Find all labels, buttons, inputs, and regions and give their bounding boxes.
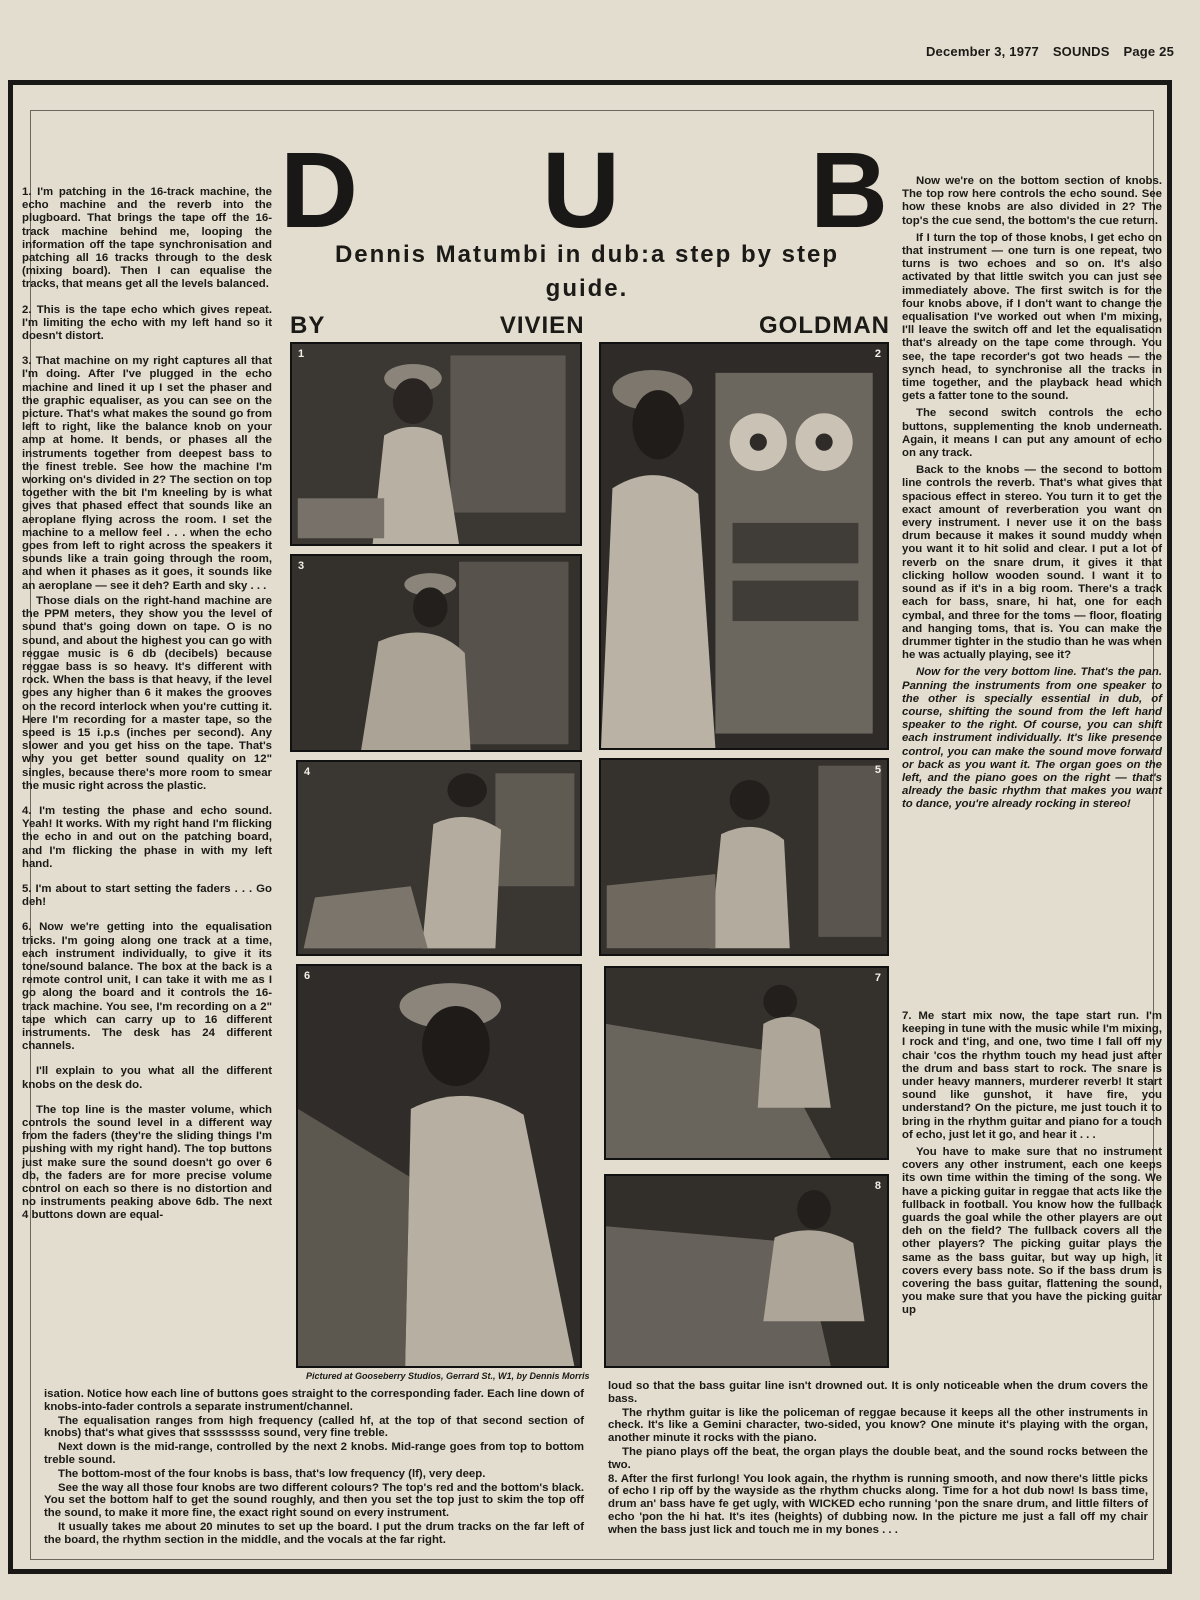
- headline-letter-b: B: [810, 129, 888, 250]
- photo-3: [290, 554, 582, 752]
- paragraph: The top line is the master volume, which controls the sound level in a different way from the faders (they're the sliding things I'm pushing with my right hand). The top buttons just make sure the sound doesn't go over 6 db, the faders are for more precise volume control on each so there is no distortion and no instruments peaking above 6db. The next 4 buttons down are equal-: [22, 1103, 272, 1222]
- page-number: Page 25: [1123, 44, 1174, 59]
- photo-number: 3: [298, 560, 305, 572]
- photo-7: [604, 966, 889, 1160]
- photo-number: 1: [298, 348, 305, 360]
- photo-6: [296, 964, 582, 1368]
- paragraph: Now we're on the bottom section of knobs. The top row here controls the echo sound. See how these knobs are also divided in 2? The top's the cue send, the bottom's the cue return.: [902, 175, 1162, 227]
- paragraph: The bottom-most of the four knobs is bass, that's low frequency (lf), very deep.: [58, 1467, 486, 1480]
- bottom-right-text: [608, 1380, 1148, 1538]
- photo-number: 5: [874, 764, 881, 776]
- issue-date: December 3, 1977: [925, 44, 1039, 59]
- paragraph: Those dials on the right-hand machine are the PPM meters, they show you the level of sound that's going down on tape. O is no sound, and about the highest you can go with reggae music is 6 db (decibels) because reggae bass is so heavy. It's different with rock. When the bass is that heavy, if the level goes any higher than 6 it makes the grooves on the record interlock when you're cutting it. Here I'm recording for a master tape, so the speed is 15 i.p.s (inches per second). Any slower and you get hiss on the tape. That's why you get better sound quality on 12" singles, because there's more room to smear the music right across the plastic.: [22, 594, 272, 792]
- byline-word: VIVIEN: [499, 312, 585, 339]
- paragraph: 4. I'm testing the phase and echo sound. Yeah! It works. With my right hand I'm flicking the echo in and out on the patching board, and I'm flicking the phase in with my left hand.: [22, 804, 272, 870]
- paragraph: loud so that the bass guitar line isn't drowned out. It is only noticeable when the drum covers the bass.: [608, 1380, 1148, 1405]
- photo-7-image: [606, 968, 887, 1158]
- byline-word: GOLDMAN: [759, 312, 890, 339]
- paragraph: It usually takes me about 20 minutes to set up the board. I put the drum tracks on the far left of the board, the rhythm section in the middle, and the vocals at the far right.: [44, 1520, 584, 1546]
- photo-number: 8: [874, 1180, 881, 1192]
- paragraph: Back to the knobs — the second to bottom line controls the reverb. That's what gives that spacious effect in stereo. You turn it to get the exact amount of reverberation you want on every instrument. I never use it on the bass drum because it makes it sound muddy when you want it to hit solid and clear. I put a lot of reverb on the snare drum, it gives it that clicking hollow wooden sound. I want it to sound as if it's in a big room. There's a track each for bass, snare, hi hat, one for each cymbal, and three for the toms — floor, floating and hanging toms, that is. You can make the drummer tighter in the studio than he was when he was actually playing, see it?: [902, 464, 1162, 662]
- paragraph: If I turn the top of those knobs, I get echo on that instrument — one turn is one repeat, two turns is two echoes and so on. It's also activated by that little switch you can just see immediately above. The first switch is for the four knobs above, if I don't want to change the equalisation I've worked out when I'm mixing, I'll leave the switch off and let the equalisation that's already on the tape come through. You see, the tape recorder's got two heads — the synch head, to synchronise all the tracks in time together, and the playback head which gets a fatter tone to the sound.: [902, 231, 1162, 403]
- paragraph: 6. Now we're getting into the equalisation tricks. I'm going along one track at a time, each instrument individually, to give it its tone/sound balance. The box at the back is a remote control unit, I can take it with me as I go along the board and it controls the 16-track machine. You see, I'm recording on a 2" tape which can carry up to 16 different instruments. The desk has 24 different channels.: [22, 921, 272, 1053]
- photo-2: [599, 342, 889, 750]
- paragraph: The rhythm guitar is like the policeman of reggae because it keeps all the other instruments in check. It's like a Gemini character, two-sided, you know? One minute it's playing with the organ, another minute it rocks with the piano.: [608, 1406, 1148, 1445]
- paragraph: The piano plays off the beat, the organ plays the double beat, and the sound rocks between the two.: [608, 1445, 1148, 1471]
- paragraph: I'll explain to you what all the different knobs on the desk do.: [22, 1065, 272, 1091]
- headline-letter-u: U: [542, 129, 620, 250]
- paragraph: 8. After the first furlong! You look again, the rhythm is running smooth, and now there's little picks of echo I rip off by the wayside as the rhythm chucks along. Time for a hot dub now! Is bass time, drum an' bass have fe get ugly, with WICKED echo running 'pon the snare drum, and little filters of echo 'pon the hi hat. It's ites (heights) of dubbing now. In the picture me just a fall off my chair when the bass just lick and touch me in my bones . . .: [608, 1472, 1148, 1536]
- paragraph: 3. That machine on my right captures all that I'm doing. After I've plugged in the echo machine and lined it up I set the phaser and the graphic equaliser, as you can see on the picture. That's what makes the sound go from left to right, like the balance knob on your amp at home. It bends, or phases all the instruments together from deepest bass to the finest treble. See how the machine I'm working on's divided in 2? The section on top together with the bit I'm kneeling by is what gives that phased effect that sounds like an aeroplane flying across the room. I set the machine to a mellow feel . . . when the echo goes from left to right across the speakers it sounds like a train going through the room, and when it phases as it goes, it sounds like an aeroplane — see it deh? Earth and sky . . .: [22, 355, 272, 592]
- photo-5: [599, 758, 889, 956]
- photo-1-image: [292, 344, 580, 544]
- paragraph: 2. This is the tape echo which gives repeat. I'm limiting the echo with my left hand so it doesn't distort.: [22, 303, 272, 343]
- photo-4-image: [298, 762, 580, 954]
- photo-caption: Pictured at Gooseberry Studios, Gerrard St., W1, by Dennis Morris: [306, 1371, 590, 1381]
- dateline: [916, 44, 1174, 59]
- photo-number: 6: [304, 970, 311, 982]
- paragraph: 1. I'm patching in the 16-track machine, the echo machine and the reverb into the plugboard. That brings the tape off the 16-track machine behind me, looping the information off the tape synchronisation and patching all 16 tracks through to the desk (mixing board). Then I can equalise the tracks, that means get all the levels balanced.: [22, 186, 272, 291]
- bottom-left-text: [44, 1388, 584, 1548]
- photo-number: 2: [874, 348, 881, 360]
- paragraph: 7. Me start mix now, the tape start run. I'm keeping in tune with the music while I'm mixing, I rock and t'ing, and one, two time I fall off my chair 'cos the rhythm touch my head just after the drum and bass start to rock. The snare is under heavy manners, murderer reverb! It start sound like gunshot, it have fire, you understand? On the picture, me just touch it to bring in the rhythm guitar and piano for a touch of echo, just let it go, and hear it . . .: [902, 1010, 1162, 1141]
- headline: [280, 129, 900, 250]
- photo-3-image: [292, 556, 580, 750]
- photo-8: [604, 1174, 889, 1368]
- paragraph: See the way all those four knobs are two different colours? The top's red and the bottom's black. You set the bottom half to get the sound roughly, and then you set the top just to skim the top off the sound, to make it more fine, the exact right sound on every instrument.: [44, 1481, 584, 1520]
- paragraph: Now for the very bottom line. That's the pan. Panning the instruments from one speaker to the other is specially essential in dub, of course, shifting the sound from the left hand speaker to the right. Of course, you can shift each instrument individually. It's like presence control, you can make the sound move forward or back as you want it. The organ goes on the left, and the piano goes on the right — that's already the basic rhythm that makes you want to dance, you're already rocking in stereo!: [902, 666, 1162, 811]
- right-column-lower: [902, 1010, 1162, 1322]
- paragraph: 5. I'm about to start setting the faders . . . Go deh!: [22, 882, 272, 909]
- photo-8-image: [606, 1176, 887, 1366]
- photo-1: [290, 342, 582, 546]
- headline-letter-d: D: [280, 129, 358, 250]
- photo-number: 7: [874, 972, 881, 984]
- paragraph: You have to make sure that no instrument covers any other instrument, each one keeps its own time within the timing of the song. We have a picking guitar in reggae that acts like the fullback in football. You know how the fullback guards the goal while the other players are out deh on the field? The fullback covers all the other players? The picking guitar plays the same as the bass guitar, but way up high, it covers every bass note. So if the bass drum is covering the bass guitar, flattening the sound, you make sure that you have the picking guitar up: [902, 1146, 1162, 1317]
- photo-6-image: [298, 966, 580, 1366]
- paragraph: The equalisation ranges from high frequency (called hf, at the top of that second section of knobs) that's what gives that sssssssss sound, very fine treble.: [44, 1414, 584, 1440]
- photo-number: 4: [304, 766, 311, 778]
- byline: [290, 312, 890, 340]
- publication-name: SOUNDS: [1052, 44, 1110, 59]
- photo-4: [296, 760, 582, 956]
- paragraph: isation. Notice how each line of buttons goes straight to the corresponding fader. Each line down of knobs-into-fader controls a separate instrument/channel.: [44, 1388, 584, 1413]
- paragraph: The second switch controls the echo buttons, supplementing the knob underneath. Again, it means I can put any amount of echo on any track.: [902, 407, 1162, 460]
- byline-word: BY: [290, 312, 326, 339]
- photo-2-image: [601, 344, 887, 748]
- left-column: [22, 186, 272, 1227]
- photo-5-image: [601, 760, 887, 954]
- paragraph: Next down is the mid-range, controlled by the next 2 knobs. Mid-range goes from top to bottom treble sound.: [44, 1441, 584, 1466]
- right-column: [902, 175, 1162, 816]
- subtitle: Dennis Matumbi in dub:a step by step guide.: [334, 241, 840, 302]
